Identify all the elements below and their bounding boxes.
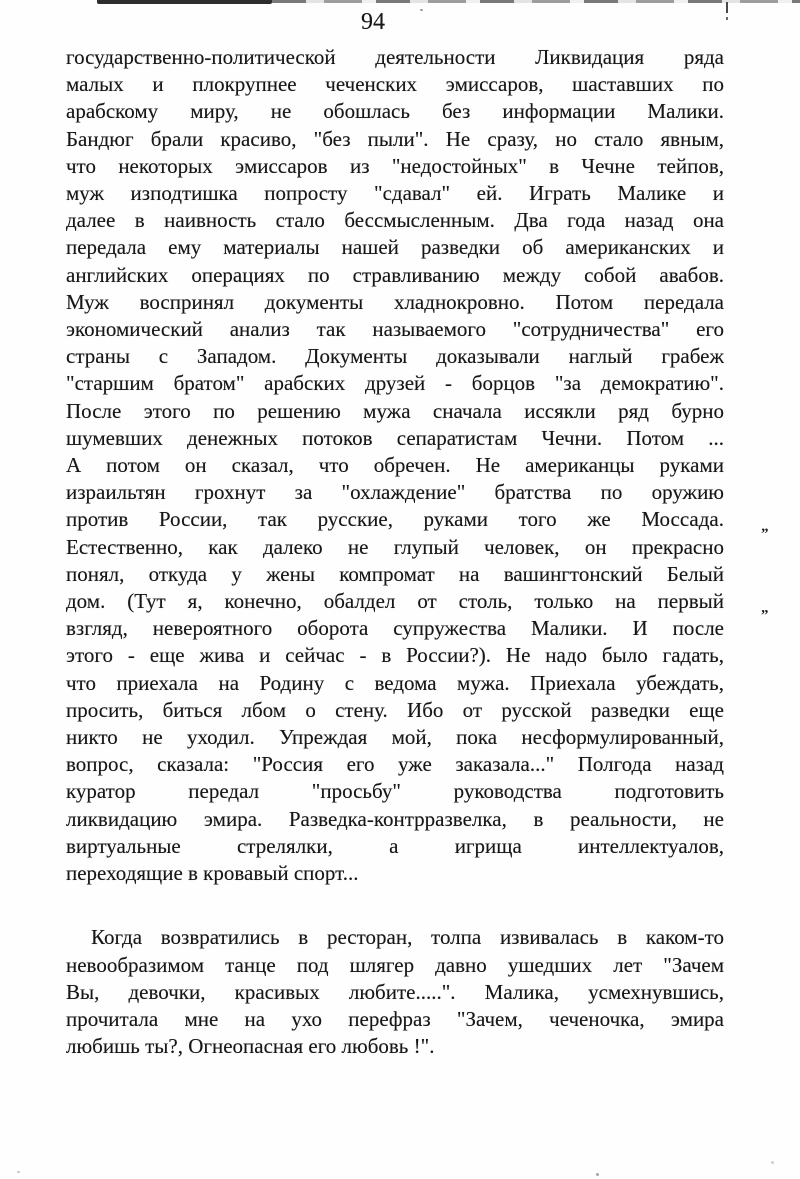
text-line: муж изподтишка попросту "сдавал" ей. Играть Малике и <box>66 181 724 206</box>
text-line: переходящие в кровавый спорт... <box>66 861 359 886</box>
text-block <box>66 44 724 1060</box>
text-line: никто не уходил. Упреждая мой, пока несформулированный, <box>66 725 724 750</box>
text-line: далее в наивность стало бессмысленным. Два года назад она <box>66 208 724 233</box>
scan-artifact-tick-dot <box>726 17 728 20</box>
text-line: куратор передал "просьбу" руководства подготовить <box>66 779 724 804</box>
scan-artifact-top-bar-light <box>272 0 800 3</box>
text-line: невообразимом танце под шлягер давно ушедших лет "Зачем <box>66 952 724 977</box>
scan-speck <box>596 1173 599 1176</box>
text-line: против России, так русские, руками того же Моссада. <box>66 507 724 532</box>
text-line: понял, откуда у жены компромат на вашингтонский Белый <box>66 561 724 586</box>
text-line: что приехала на Родину с ведома мужа. Приехала убеждать, <box>66 670 724 695</box>
text-line: дом. (Тут я, конечно, обалдел от столь, только на первый <box>66 589 724 614</box>
text-line: взгляд, невероятного оборота супружества Малики. И после <box>66 616 724 641</box>
text-line: "старшим братом" арабских друзей - борцов "за демократию". <box>66 371 724 396</box>
text-line: А потом он сказал, что обречен. Не американцы руками <box>66 453 724 478</box>
scan-speck <box>420 9 423 11</box>
scan-speck <box>771 1161 774 1164</box>
text-line: просить, биться лбом о стену. Ибо от русской разведки еще <box>66 697 724 722</box>
page-number: 94 <box>361 9 385 35</box>
text-line: ликвидацию эмира. Разведка-контрразвелка, в реальности, не <box>66 806 724 831</box>
text-line: экономический анализ так называемого "сотрудничества" его <box>66 317 724 342</box>
text-line: израильтян грохнут за "охлаждение" братства по оружию <box>66 480 724 505</box>
text-line: английских операциях по стравливанию между собой авабов. <box>66 262 724 287</box>
paragraph <box>66 44 724 887</box>
text-line: любишь ты?, Огнеопасная его любовь !". <box>66 1034 435 1059</box>
text-line: государственно-политической деятельности Ликвидация ряда <box>66 45 724 69</box>
scan-artifact-tick <box>726 2 728 13</box>
text-line: Бандюг брали красиво, "без пыли". Не сразу, но стало явным, <box>66 126 724 151</box>
text-line: виртуальные стрелялки, а игрища интеллектуалов, <box>66 833 724 858</box>
text-line: что некоторых эмиссаров из "недостойных" в Чечне тейпов, <box>66 153 724 178</box>
text-line: Вы, девочки, красивых любите.....". Малика, усмехнувшись, <box>66 979 724 1004</box>
text-line: шумевших денежных потоков сепаратистам Чечни. Потом ... <box>66 425 724 450</box>
text-line: малых и плокрупнее чеченских эмиссаров, шаставших по <box>66 72 724 97</box>
text-line: этого - еще жива и сейчас - в России?). Не надо было гадать, <box>66 643 724 668</box>
paragraph <box>66 924 724 1060</box>
text-line: передала ему материалы нашей разведки об американских и <box>66 235 724 260</box>
margin-ink-mark-2: „ <box>761 600 767 616</box>
scan-artifact-top-bar-dark <box>97 0 272 4</box>
text-line: Муж воспринял документы хладнокровно. Потом передала <box>66 289 724 314</box>
text-line: Естественно, как далеко не глупый человек, он прекрасно <box>66 534 724 559</box>
text-line: вопрос, сказала: "Россия его уже заказала..." Полгода назад <box>66 752 724 777</box>
text-line: После этого по решению мужа сначала иссякли ряд бурно <box>66 398 724 423</box>
text-line: арабскому миру, не обошлась без информации Малики. <box>66 99 724 124</box>
text-line: страны с Западом. Документы доказывали наглый грабеж <box>66 344 724 369</box>
margin-ink-mark-1: ” <box>761 526 767 542</box>
scan-speck <box>17 1171 20 1173</box>
text-line: прочитала мне на ухо перефраз "Зачем, чеченочка, эмира <box>66 1006 724 1031</box>
text-line: Когда возвратились в ресторан, толпа извивалась в каком-то <box>91 925 724 950</box>
